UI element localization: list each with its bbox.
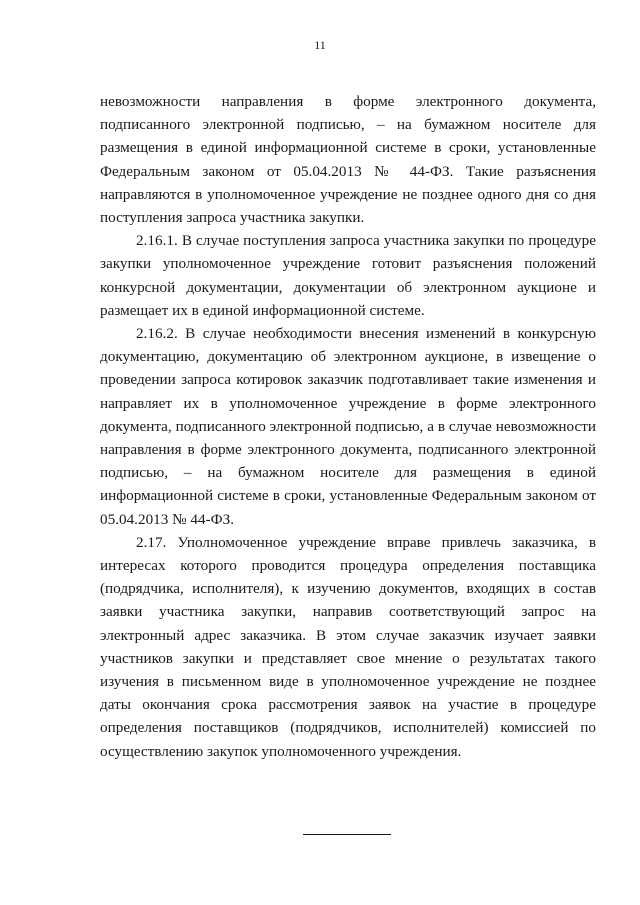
- paragraph-2-17: 2.17. Уполномоченное учреждение вправе привлечь заказчика, в интересах которого проводится процедура определения поставщика (подрядчика, исполнителя), к изучению документов, входящих в состав заявки участника закупки, направив соответствующий запрос на электронный адрес заказчика. В этом случае заказчик изучает заявки участников закупки и представляет свое мнение о результатах такого изучения в письменном виде в уполномоченное учреждение не позднее даты окончания срока рассмотрения заявок на участие в процедуре определения поставщиков (подрядчиков, исполнителей) комиссией по осуществлению закупок уполномоченного учреждения.: [100, 533, 596, 760]
- footer-divider: [303, 834, 391, 835]
- paragraph-continuation: невозможности направления в форме электронного документа, подписанного электронной подписью, – на бумажном носителе для размещения в единой информационной системе в сроки, установленные Федеральным законом от 05.04.2013 № 44-ФЗ. Такие разъяснения направляются в уполномоченное учреждение не позднее одного дня со дня поступления запроса участника закупки.: [100, 93, 596, 227]
- page-number: 11: [314, 38, 326, 52]
- paragraph-2-16-1: 2.16.1. В случае поступления запроса участника закупки по процедуре закупки уполномоченное учреждение готовит разъяснения положений конкурсной документации, документации об электронном аукционе и размещает их в единой информационной системе.: [100, 232, 596, 319]
- document-body: [100, 90, 596, 763]
- paragraph-2-16-2: 2.16.2. В случае необходимости внесения изменений в конкурсную документацию, документацию об электронном аукционе, в извещение о проведении запроса котировок заказчик подготавливает такие изменения и направляет их в уполномоченное учреждение в форме электронного документа, подписанного электронной подписью, а в случае невозможности направления в форме электронного документа, подписанного электронной подписью, – на бумажном носителе для размещения в единой информационной системе в сроки, установленные Федеральным законом от 05.04.2013 № 44-ФЗ.: [100, 325, 596, 528]
